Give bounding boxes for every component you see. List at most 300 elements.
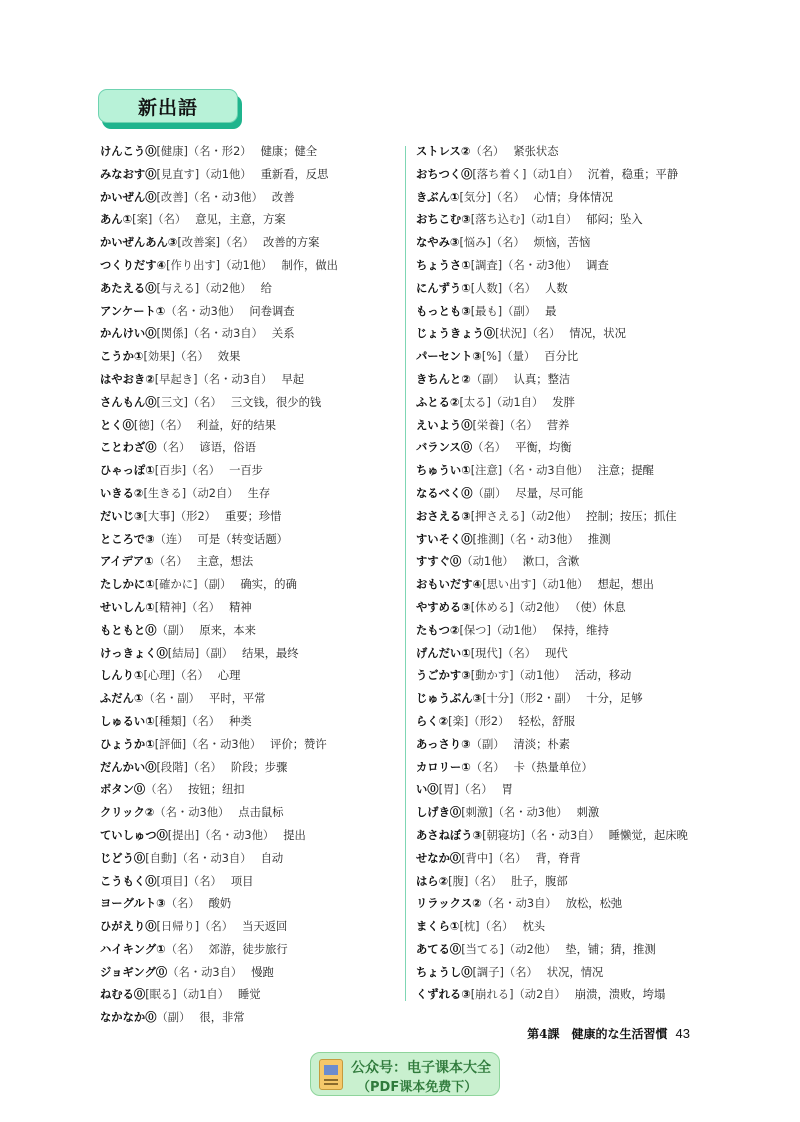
vocab-reading: ねむる⓪	[100, 988, 146, 1002]
vocab-entry	[100, 916, 400, 939]
vocab-entry	[100, 871, 400, 894]
vocab-kanji-pos: [日帰り]（名）	[156, 920, 234, 934]
vocab-meaning: 制作，做出	[281, 258, 338, 272]
vocab-kanji-pos: （副）	[472, 486, 507, 500]
vocab-meaning: 尽量，尽可能	[515, 486, 584, 500]
vocab-entry	[100, 187, 400, 210]
vocab-meaning: 调查	[586, 258, 609, 272]
vocab-meaning: 平时，平常	[208, 692, 266, 706]
vocab-entry	[100, 597, 400, 620]
vocab-reading: らく②	[416, 714, 449, 728]
vocab-reading: ヨーグルト③	[100, 897, 166, 911]
vocab-entry	[416, 711, 716, 734]
vocab-kanji-pos: [徳]（名）	[133, 418, 188, 432]
vocab-reading: けんこう⓪	[100, 145, 157, 158]
vocab-meaning: 按钮；纽扣	[188, 783, 245, 797]
vocab-entry	[416, 551, 716, 574]
vocab-entry	[416, 506, 716, 529]
vocab-reading: ストレス②	[416, 145, 471, 158]
vocab-meaning: 生存	[247, 486, 271, 500]
vocab-entry	[416, 301, 716, 324]
vocab-meaning: 胃	[501, 783, 513, 797]
vocab-meaning: 改善	[271, 190, 295, 204]
vocab-reading: けっきょく⓪	[100, 646, 168, 660]
vocab-reading: しゅるい①	[100, 714, 155, 728]
vocab-meaning: 状况，情况	[546, 965, 604, 979]
vocab-entry	[416, 415, 716, 438]
watermark-stamp	[310, 1052, 500, 1096]
vocab-column-right	[416, 141, 716, 1007]
vocab-reading: バランス⓪	[416, 441, 473, 455]
vocab-kanji-pos: [状況]（名）	[495, 327, 561, 341]
vocab-kanji-pos: [楽]（形2）	[448, 714, 510, 728]
vocab-entry	[100, 665, 400, 688]
vocab-entry	[100, 232, 400, 255]
vocab-reading: ボタン⓪	[100, 783, 146, 797]
vocab-reading: せなか⓪	[416, 851, 462, 865]
vocab-meaning: 谚语，俗语	[199, 441, 256, 455]
vocab-entry	[416, 369, 716, 392]
vocab-entry	[100, 209, 400, 232]
vocab-kanji-pos: [最も]（副）	[470, 304, 537, 318]
vocab-meaning: 想起，想出	[597, 578, 654, 592]
vocab-reading: せいしん①	[100, 600, 155, 614]
vocab-kanji-pos: [現代]（名）	[470, 646, 537, 660]
vocab-entry	[416, 597, 716, 620]
vocab-entry	[100, 346, 400, 369]
vocab-reading: すいそく⓪	[416, 532, 473, 546]
vocab-kanji-pos: [落ち込む]（动1自）	[470, 213, 578, 227]
vocab-reading: ちょうし⓪	[416, 965, 473, 979]
vocab-entry	[416, 278, 716, 301]
vocab-meaning: 睡懒觉，起床晚	[608, 828, 688, 842]
vocab-reading: みなおす⓪	[100, 167, 157, 181]
vocab-entry	[100, 711, 400, 734]
vocab-kanji-pos: [当てる]（动2他）	[461, 942, 557, 956]
vocab-entry	[416, 232, 716, 255]
vocab-kanji-pos: （名）	[145, 783, 180, 797]
vocab-reading: かんけい⓪	[100, 327, 157, 341]
vocab-reading: たもつ②	[416, 623, 460, 637]
vocab-meaning: 保持，维持	[552, 623, 609, 637]
vocab-kanji-pos: （副）	[470, 372, 505, 386]
vocab-kanji-pos: （副）	[156, 1011, 191, 1025]
vocab-entry	[416, 802, 716, 825]
vocab-kanji-pos: [枕]（名）	[459, 920, 514, 934]
vocab-reading: カロリー①	[416, 760, 471, 774]
vocab-reading: まくら①	[416, 920, 460, 934]
vocab-reading: おちこむ③	[416, 213, 471, 227]
vocab-meaning: 健康；健全	[260, 145, 318, 158]
vocab-column-left	[100, 141, 400, 1030]
vocab-kanji-pos: （名）	[470, 145, 505, 158]
vocab-entry	[416, 825, 716, 848]
vocab-kanji-pos: [効果]（名）	[143, 350, 209, 364]
vocab-meaning: 心情；身体情况	[533, 190, 613, 204]
vocab-meaning: 最	[545, 304, 557, 318]
vocab-entry	[100, 643, 400, 666]
vocab-meaning: 很，非常	[199, 1011, 245, 1025]
vocab-entry	[416, 871, 716, 894]
vocab-meaning: 意见，主意，方案	[195, 213, 286, 227]
vocab-meaning: 重要；珍惜	[224, 509, 282, 523]
vocab-kanji-pos: （名）	[470, 760, 505, 774]
vocab-entry	[416, 255, 716, 278]
vocab-meaning: 主意，想法	[196, 555, 254, 569]
vocab-reading: おもいだす④	[416, 578, 483, 592]
vocab-kanji-pos: [気分]（名）	[459, 190, 525, 204]
vocab-meaning: 问卷调查	[249, 304, 295, 318]
vocab-meaning: 十分，足够	[586, 692, 643, 706]
vocab-reading: ところで③	[100, 532, 155, 546]
vocab-entry	[416, 392, 716, 415]
vocab-meaning: 重新看，反思	[260, 167, 329, 181]
vocab-kanji-pos: [百歩]（名）	[154, 464, 221, 478]
vocab-reading: かいぜん⓪	[100, 190, 157, 204]
vocab-reading: い⓪	[416, 783, 439, 797]
vocab-reading: きぶん①	[416, 190, 460, 204]
vocab-entry	[100, 620, 400, 643]
vocab-kanji-pos: （名）	[153, 555, 188, 569]
vocab-reading: たしかに①	[100, 578, 155, 592]
vocab-kanji-pos: [落ち着く]（动1自）	[472, 167, 579, 181]
vocab-meaning: 发胖	[552, 395, 575, 409]
vocab-meaning: 平衡，均衡	[515, 441, 572, 455]
vocab-kanji-pos: （连）	[154, 532, 189, 546]
vocab-entry	[416, 688, 716, 711]
vocab-meaning: 背，脊背	[535, 851, 581, 865]
vocab-meaning: 阶段；步骤	[230, 760, 288, 774]
vocab-kanji-pos: [案]（名）	[132, 213, 187, 227]
vocab-kanji-pos: [精神]（名）	[154, 600, 221, 614]
vocab-meaning: 种类	[229, 714, 252, 728]
vocab-meaning: 可是（转变话题）	[197, 532, 288, 546]
vocab-entry	[416, 665, 716, 688]
vocab-meaning: 沉着，稳重；平静	[587, 167, 679, 181]
vocab-reading: もともと⓪	[100, 623, 157, 637]
vocab-kanji-pos: [腹]（名）	[448, 874, 503, 888]
vocab-reading: ていしゅつ⓪	[100, 828, 168, 842]
vocab-kanji-pos: [背中]（名）	[461, 851, 527, 865]
vocab-meaning: 注意；提醒	[597, 464, 654, 478]
vocab-entry	[416, 164, 716, 187]
vocab-meaning: （使）休息	[574, 600, 626, 614]
vocab-reading: なやみ③	[416, 236, 460, 250]
vocab-entry	[100, 392, 400, 415]
vocab-entry	[100, 734, 400, 757]
vocab-entry	[100, 574, 400, 597]
vocab-reading: こうか①	[100, 350, 144, 364]
vocab-entry	[100, 437, 400, 460]
vocab-meaning: 精神	[229, 600, 252, 614]
vocab-kanji-pos: （名）	[165, 897, 200, 911]
vocab-kanji-pos: （名・动3他）	[154, 806, 230, 820]
vocab-meaning: 利益，好的结果	[196, 418, 277, 432]
vocab-kanji-pos: [太る]（动1自）	[459, 395, 544, 409]
vocab-meaning: 营养	[546, 418, 570, 432]
vocab-kanji-pos: [改善案]（名）	[177, 236, 254, 250]
column-divider	[405, 146, 406, 1001]
vocab-entry	[100, 415, 400, 438]
vocab-reading: おさえる③	[416, 509, 471, 523]
vocab-kanji-pos: [評価]（名・动3他）	[154, 737, 262, 751]
vocab-kanji-pos: [思い出す]（动1他）	[482, 578, 589, 592]
vocab-entry	[100, 984, 400, 1007]
vocab-entry	[416, 483, 716, 506]
vocab-meaning: 现代	[545, 646, 568, 660]
vocab-kanji-pos: [種類]（名）	[154, 714, 221, 728]
vocab-kanji-pos: [調査]（名・动3他）	[470, 258, 578, 272]
vocab-reading: うごかす③	[416, 669, 471, 683]
vocab-kanji-pos: [健康]（名・形2）	[156, 145, 252, 158]
vocab-reading: ふだん①	[100, 692, 144, 706]
vocab-reading: しんり①	[100, 669, 144, 683]
vocab-entry	[416, 916, 716, 939]
vocab-meaning: 关系	[271, 327, 295, 341]
vocab-entry	[100, 825, 400, 848]
vocab-entry	[100, 460, 400, 483]
vocab-entry	[416, 779, 716, 802]
vocab-meaning: 早起	[281, 372, 305, 386]
stamp-line-1: 公众号：电子课本大全	[351, 1060, 491, 1076]
vocab-meaning: 确实，的确	[240, 578, 297, 592]
vocab-kanji-pos: [改善]（名・动3他）	[156, 190, 263, 204]
vocab-entry	[416, 574, 716, 597]
page-number: 43	[675, 1026, 690, 1041]
vocab-kanji-pos: （名・动3自）	[481, 897, 557, 911]
vocab-reading: ひがえり⓪	[100, 920, 157, 934]
vocab-entry	[416, 141, 716, 164]
vocab-reading: アンケート①	[100, 304, 166, 318]
vocab-entry	[100, 802, 400, 825]
vocab-entry	[416, 734, 716, 757]
vocab-kanji-pos: [項目]（名）	[156, 874, 222, 888]
vocab-kanji-pos: [関係]（名・动3自）	[156, 327, 263, 341]
vocab-meaning: 评价；赞许	[270, 737, 327, 751]
vocab-kanji-pos: （名）	[472, 441, 507, 455]
vocab-kanji-pos: [注意]（名・动3自他）	[470, 464, 589, 478]
vocab-kanji-pos: [作り出す]（动1他）	[166, 258, 273, 272]
vocab-kanji-pos: [胃]（名）	[438, 783, 493, 797]
vocab-meaning: 原来，本来	[199, 623, 256, 637]
vocab-reading: すすぐ⓪	[416, 555, 462, 569]
vocab-reading: いきる②	[100, 486, 144, 500]
vocab-meaning: 睡觉	[238, 988, 261, 1002]
vocab-reading: きちんと②	[416, 372, 471, 386]
vocab-kanji-pos: [人数]（名）	[470, 281, 537, 295]
vocab-meaning: 郊游，徒步旅行	[208, 942, 288, 956]
vocab-reading: だんかい⓪	[100, 760, 157, 774]
vocab-kanji-pos: [見直す]（动1他）	[156, 167, 252, 181]
vocab-entry	[100, 529, 400, 552]
vocab-reading: はら②	[416, 874, 449, 888]
vocab-kanji-pos: [栄養]（名）	[472, 418, 538, 432]
vocab-meaning: 崩溃，溃败，垮塌	[574, 988, 666, 1002]
vocab-kanji-pos: [動かす]（动1他）	[470, 669, 566, 683]
vocab-entry	[416, 460, 716, 483]
vocab-kanji-pos: [段階]（名）	[156, 760, 222, 774]
vocab-entry	[100, 757, 400, 780]
vocab-entry	[100, 893, 400, 916]
vocab-entry	[416, 757, 716, 780]
vocab-meaning: 三文钱，很少的钱	[230, 395, 322, 409]
vocab-reading: ジョギング⓪	[100, 965, 168, 979]
vocab-reading: えいよう⓪	[416, 418, 473, 432]
vocab-kanji-pos: [結局]（副）	[167, 646, 234, 660]
vocab-meaning: 认真；整洁	[513, 372, 571, 386]
vocab-kanji-pos: [崩れる]（动2自）	[470, 988, 566, 1002]
vocab-reading: かいぜんあん③	[100, 236, 178, 250]
vocab-meaning: 慢跑	[251, 965, 274, 979]
vocab-kanji-pos: [十分]（形2・副）	[482, 692, 578, 706]
vocab-entry	[416, 939, 716, 962]
book-icon	[319, 1059, 343, 1090]
vocab-reading: やすめる③	[416, 600, 471, 614]
vocab-meaning: 心理	[217, 669, 241, 683]
vocab-entry	[100, 323, 400, 346]
vocab-reading: ひゃっぽ①	[100, 464, 155, 478]
section-title: 新出語	[137, 96, 198, 119]
vocab-reading: なるべく⓪	[416, 486, 473, 500]
stamp-line-2: （PDF课本免费下）	[357, 1080, 478, 1095]
vocab-reading: クリック②	[100, 806, 155, 820]
vocab-reading: じゅうぶん③	[416, 692, 483, 706]
vocab-reading: ことわざ⓪	[100, 441, 157, 455]
vocab-reading: じどう⓪	[100, 851, 146, 865]
vocab-reading: なかなか⓪	[100, 1011, 157, 1025]
vocab-reading: あん①	[100, 213, 133, 227]
vocab-entry	[416, 984, 716, 1007]
vocab-kanji-pos: （名・动3自）	[167, 965, 243, 979]
vocab-kanji-pos: （名）	[165, 942, 200, 956]
vocab-meaning: 情况，状况	[569, 327, 626, 341]
vocab-entry	[100, 369, 400, 392]
vocab-entry	[100, 506, 400, 529]
vocab-kanji-pos: [生きる]（动2自）	[143, 486, 239, 500]
vocab-reading: にんずう①	[416, 281, 471, 295]
vocab-entry	[416, 187, 716, 210]
vocab-meaning: 控制；按压；抓住	[586, 509, 677, 523]
vocab-reading: ちゅうい①	[416, 464, 471, 478]
vocab-kanji-pos: [朝寝坊]（名・动3自）	[482, 828, 600, 842]
vocab-reading: アイデア①	[100, 555, 154, 569]
vocab-entry	[416, 437, 716, 460]
vocab-meaning: 郁闷；坠入	[586, 213, 643, 227]
vocab-meaning: 卡（热量单位）	[513, 760, 593, 774]
vocab-kanji-pos: [早起き]（名・动3自）	[154, 372, 273, 386]
vocab-kanji-pos: （名・副）	[143, 692, 200, 706]
vocab-meaning: 项目	[230, 874, 254, 888]
vocab-entry	[416, 643, 716, 666]
vocab-reading: ふとる②	[416, 395, 460, 409]
vocab-reading: ちょうさ①	[416, 258, 471, 272]
vocab-kanji-pos: [与える]（动2他）	[156, 281, 252, 295]
vocab-entry	[416, 346, 716, 369]
vocab-meaning: 轻松，舒服	[518, 714, 575, 728]
vocab-entry	[100, 551, 400, 574]
vocab-entry	[100, 1007, 400, 1030]
vocab-kanji-pos: [大事]（形2）	[143, 509, 216, 523]
vocab-reading: あてる⓪	[416, 942, 462, 956]
vocab-kanji-pos: [調子]（名）	[472, 965, 538, 979]
vocab-reading: ハイキング①	[100, 942, 166, 956]
vocab-kanji-pos: [推測]（名・动3他）	[472, 532, 579, 546]
vocab-meaning: 结果，最终	[242, 646, 299, 660]
vocab-entry	[100, 688, 400, 711]
vocab-reading: リラックス②	[416, 897, 482, 911]
vocab-kanji-pos: [保つ]（动1他）	[459, 623, 544, 637]
vocab-reading: もっとも③	[416, 304, 471, 318]
vocab-meaning: 刺激	[576, 806, 600, 820]
vocab-meaning: 垫，铺；猜，推测	[565, 942, 656, 956]
vocab-meaning: 推测	[587, 532, 611, 546]
vocab-entry	[100, 141, 400, 164]
vocab-reading: こうもく⓪	[100, 874, 157, 888]
vocab-entry	[416, 620, 716, 643]
vocab-entry	[416, 893, 716, 916]
vocab-meaning: 提出	[283, 828, 306, 842]
vocab-meaning: 自动	[260, 851, 284, 865]
vocab-entry	[100, 848, 400, 871]
vocab-meaning: 当天返回	[242, 920, 288, 934]
vocab-kanji-pos: [刺激]（名・动3他）	[461, 806, 568, 820]
vocab-entry	[100, 779, 400, 802]
vocab-meaning: 活动，移动	[574, 669, 632, 683]
vocab-entry	[416, 848, 716, 871]
vocab-kanji-pos: （名・动3他）	[165, 304, 241, 318]
vocab-reading: さんもん⓪	[100, 395, 157, 409]
vocab-meaning: 给	[260, 281, 272, 295]
vocab-meaning: 百分比	[544, 350, 579, 364]
vocab-reading: おちつく⓪	[416, 167, 473, 181]
vocab-kanji-pos: [悩み]（名）	[459, 236, 525, 250]
vocab-meaning: 清淡；朴素	[513, 737, 571, 751]
vocab-kanji-pos: [眠る]（动1自）	[145, 988, 229, 1002]
vocab-meaning: 肚子，腹部	[511, 874, 568, 888]
vocab-reading: しげき⓪	[416, 806, 462, 820]
vocab-meaning: 人数	[545, 281, 568, 295]
vocab-meaning: 放松，松弛	[565, 897, 623, 911]
lesson-title: 第4課 健康的な生活習慣	[527, 1027, 668, 1041]
vocab-reading: だいじ③	[100, 509, 144, 523]
vocab-meaning: 枕头	[522, 920, 546, 934]
vocab-meaning: 烦恼，苦恼	[533, 236, 591, 250]
vocab-entry	[100, 278, 400, 301]
vocab-meaning: 一百步	[229, 464, 263, 478]
vocab-kanji-pos: （副）	[156, 623, 191, 637]
vocab-entry	[100, 255, 400, 278]
vocab-reading: パーセント③	[416, 350, 482, 364]
vocab-kanji-pos: [押さえる]（动2他）	[470, 509, 578, 523]
vocab-entry	[416, 962, 716, 985]
section-title-badge	[98, 89, 246, 131]
vocab-meaning: 紧张状态	[513, 145, 559, 158]
vocab-kanji-pos: （动1他）	[461, 555, 514, 569]
vocab-entry	[416, 323, 716, 346]
page-footer	[527, 1025, 690, 1042]
vocab-entry	[100, 164, 400, 187]
vocab-reading: つくりだす④	[100, 258, 167, 272]
vocab-kanji-pos: [確かに]（副）	[154, 578, 232, 592]
vocab-reading: じょうきょう⓪	[416, 327, 496, 341]
vocab-reading: くずれる③	[416, 988, 471, 1002]
vocab-kanji-pos: [三文]（名）	[156, 395, 222, 409]
vocab-kanji-pos: （名）	[156, 441, 191, 455]
vocab-meaning: 点击鼠标	[238, 806, 284, 820]
vocab-reading: げんだい①	[416, 646, 471, 660]
vocab-kanji-pos: [%]（量）	[481, 350, 536, 364]
vocab-entry	[100, 483, 400, 506]
